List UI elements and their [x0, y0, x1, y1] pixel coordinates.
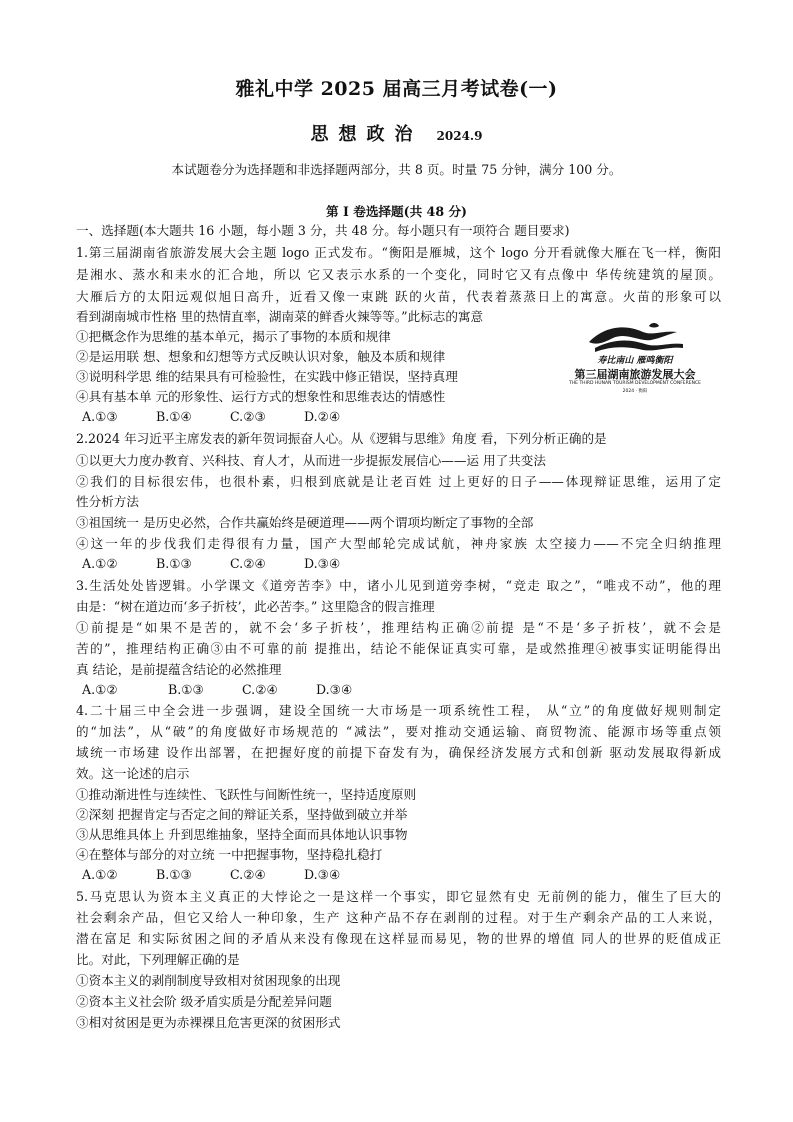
- q4-item: ①推动渐进性与连续性、飞跃性与间断性统一，坚持适度原则: [76, 787, 417, 802]
- q1-option-b[interactable]: B.①④: [156, 409, 192, 424]
- q1-stem-line: 大雁后方的太阳远观似旭日高升，近看又像一束跳 跃的火苗，代表着蒸蒸日上的寓意。火苗的形象可以: [76, 289, 721, 304]
- q3-option-d[interactable]: D.③④: [316, 682, 353, 697]
- q4-options: [82, 865, 340, 885]
- q1-stem-line: 看到湖南城市性格 里的热情直率，湖南菜的鲜香火辣等等。”此标志的寓意: [76, 309, 484, 324]
- logo-slogan: 寿比南山 雁鸣衡阳: [597, 356, 673, 366]
- q4-stem-line: 效。这一论述的启示: [76, 766, 190, 781]
- q2-option-c[interactable]: C.②④: [230, 556, 266, 571]
- q3-item: ①前提是“如果不是苦的，就不会‘多子折枝’，推理结构正确②前提 是“不是‘多子折枝’，就不会是: [76, 620, 721, 635]
- q2-item: ③祖国统一 是历史必然，合作共赢始终是硬道理——两个谓项均断定了事物的全部: [76, 515, 534, 530]
- q4-option-a[interactable]: A.①②: [82, 867, 118, 882]
- q3-option-a[interactable]: A.①②: [82, 682, 118, 697]
- q5-item: ②资本主义社会阶 级矛盾实质是分配差异问题: [76, 994, 332, 1009]
- q4-item: ③从思维具体上 升到思维抽象，坚持全面而具体地认识事物: [76, 827, 408, 842]
- q2-item: 性分析方法: [76, 494, 139, 509]
- q1-stem-line: 1.第三届湖南省旅游发展大会主题 logo 正式发布。“衡阳是雁城，这个 logo 分开看就像大雁在飞一样，衡阳: [76, 245, 721, 260]
- q1-item: ③说明科学思 维的结果具有可检验性，在实践中修正错误，坚持真理: [76, 369, 458, 384]
- q3-stem-line: 由是：“树在道边而‘多子折枝’，此必苦李。” 这里隐含的假言推理: [76, 599, 435, 614]
- q4-stem-line: 域统一市场建 设作出部署，在把握好度的前提下奋发有为，确保经济发展方式和创新 驱动发展取得新成: [76, 745, 721, 760]
- q1-options: [82, 407, 340, 427]
- exam-title: 雅礼中学 2025 届高三月考试卷(一): [235, 78, 558, 100]
- q2-option-a[interactable]: A.①②: [82, 556, 118, 571]
- wild-goose-mountain-icon: [565, 322, 705, 356]
- q2-item: ①以更大力度办教育、兴科技、育人才，从而进一步提振发展信心——运 用了共变法: [76, 453, 546, 468]
- exam-date: 2024.9: [436, 129, 483, 143]
- q5-stem-line: 潜在富足 和实际贫困之间的矛盾从来没有像现在这样显而易见，物的世界的增值 同人的世界的贬值成正: [76, 931, 721, 946]
- q3-option-b[interactable]: B.①③: [168, 682, 204, 697]
- q3-options: [82, 680, 352, 700]
- q5-stem-line: 5.马克思认为资本主义真正的大悖论之一是这样一个事实，即它显然有史 无前例的能力，催生了巨大的: [76, 889, 721, 904]
- logo-english: THE THIRD HUNAN TOURISM DEVELOPMENT CONFERENCE: [569, 381, 701, 386]
- q5-item: ①资本主义的剥削制度导致相对贫困现象的出现: [76, 973, 341, 988]
- q5-stem-line: 社会剩余产品，但它又给人一种印象，生产 这种产品不存在剥削的过程。对于生产剩余产品的工人来说，: [76, 910, 721, 925]
- q3-stem-line: 3.生活处处皆逻辑。小学课文《道旁苦李》中，诸小儿见到道旁李树，“竞走 取之”，“唯戎不动”，他的理: [76, 578, 721, 593]
- tourism-conference-logo: [565, 322, 705, 412]
- exam-intro: 本试题卷分为选择题和非选择题两部分，共 8 页。时量 75 分钟，满分 100 分。: [171, 162, 622, 177]
- q4-item: ④在整体与部分的对立统 一中把握事物，坚持稳扎稳打: [76, 847, 383, 862]
- q1-option-c[interactable]: C.②③: [230, 409, 266, 424]
- logo-place: 2024 · 衡阳: [622, 389, 648, 394]
- q5-item: ③相对贫困是更为赤裸裸且危害更深的贫困形式: [76, 1015, 341, 1030]
- q4-item: ②深刻 把握肯定与否定之间的辩证关系，坚持做到破立并举: [76, 807, 408, 822]
- q1-stem-line: 是湘水、蒸水和耒水的汇合地，所以 它又表示水系的一个变化，同时它又有点像中 华传统建筑的屋顶。: [76, 267, 721, 282]
- q1-option-a[interactable]: A.①③: [82, 409, 118, 424]
- q1-item: ①把概念作为思维的基本单元，揭示了事物的本质和规律: [76, 329, 391, 344]
- q2-item: ④这一年的步伐我们走得很有力量，国产大型邮轮完成试航，神舟家族 太空接力——不完全归纳推理: [76, 536, 721, 551]
- q4-stem-line: 的“加法”，从“破”的角度做好市场规范的 “减法”，要对推动交通运输、商贸物流、能源市场等重点领: [76, 724, 721, 739]
- section-instruction: 一、选择题(本大题共 16 小题，每小题 3 分，共 48 分。每小题只有一项符合 题目要求): [76, 223, 570, 238]
- q3-option-c[interactable]: C.②④: [242, 682, 278, 697]
- q4-option-c[interactable]: C.②④: [230, 867, 266, 882]
- q1-item: ④具有基本单 元的形象性、运行方式的想象性和思维表达的情感性: [76, 389, 446, 404]
- q5-stem-line: 比。对此，下列理解正确的是: [76, 952, 240, 967]
- q2-options: [82, 554, 340, 574]
- q2-item: ②我们的目标很宏伟，也很朴素，归根到底就是让老百姓 过上更好的日子——体现辩证思维，运用了定: [76, 474, 721, 489]
- subject-name: 思想政治: [310, 124, 423, 145]
- q3-item: 苦的”，推理结构正确③由不可靠的前 提推出，结论不能保证真实可靠，是或然推理④被事实证明能得出: [76, 641, 721, 656]
- subject-heading: [0, 120, 793, 146]
- q2-option-d[interactable]: D.③④: [304, 556, 341, 571]
- q4-option-b[interactable]: B.①③: [156, 867, 192, 882]
- q3-item: 真 结论，是前提蕴含结论的必然推理: [76, 662, 282, 677]
- q4-stem-line: 4.二十届三中全会进一步强调，建设全国统一大市场是一项系统性工程， 从“立”的角度做好规则制定: [76, 703, 721, 718]
- logo-name: 第三届湖南旅游发展大会: [574, 368, 696, 381]
- q1-item: ②是运用联 想、想象和幻想等方式反映认识对象，触及本质和规律: [76, 349, 446, 364]
- section-title: 第 I 卷选择题(共 48 分): [325, 204, 468, 219]
- q2-option-b[interactable]: B.①③: [156, 556, 192, 571]
- q1-option-d[interactable]: D.②④: [304, 409, 341, 424]
- q2-stem-line: 2.2024 年习近平主席发表的新年贺词振奋人心。从《逻辑与思维》角度 看，下列分析正确的是: [76, 431, 607, 446]
- q4-option-d[interactable]: D.③④: [304, 867, 341, 882]
